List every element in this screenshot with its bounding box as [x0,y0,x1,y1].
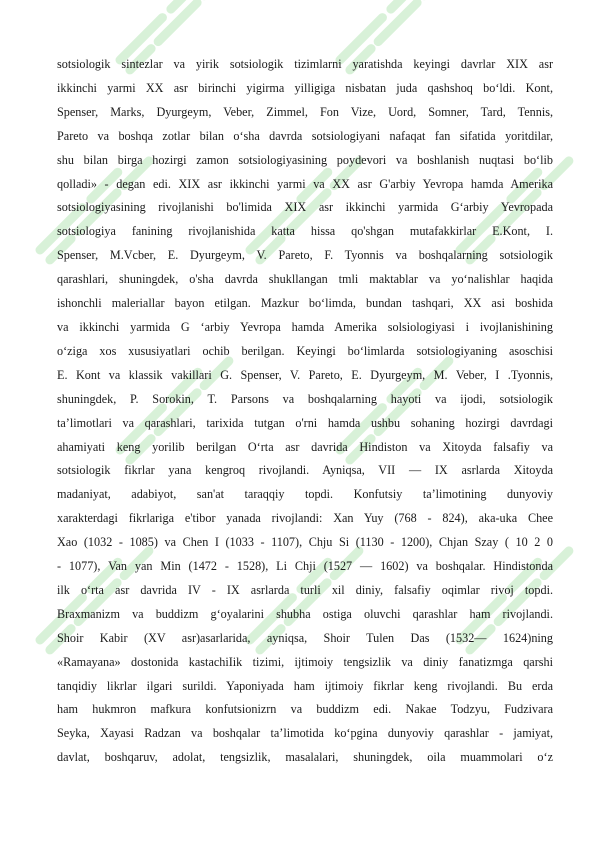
text-line: sotsiologik fikrlar yana kengroq rivojlandi. Ayniqsa, VII — IX asrlarda Xitoyda [57,463,553,478]
text-line: va ikkinchi yarmida G ‘arbiy Yevropa hamda Amerika solsiologiyasi i ivojlanishining [57,319,553,334]
text-line: «Ramayana» dostonida kastachiIik tizimi, ijtimoiy tengsizlik va diniy fanatizmga qarshi [57,654,553,669]
text-line: sotsiologik sintezlar va yirik sotsiologik tizimlarni yaratishda keyingi davrlar XIX asr [57,57,553,71]
text-line: Pareto va boshqa zotlar bilan o‘sha davrda sotsiologiyani nafaqat fan sifatida yoritdilar, [57,128,553,143]
text-line: sotsiologiya fanining rivojlanishida katta hissa qo'shgan mutafakkirlar E.Kont, I. [57,224,553,239]
text-line: o‘ziga xos xususiyatlari ochib berilgan. Keyingi bo‘limlarda sotsiologiyaning asoschisi [57,343,553,358]
text-line: E. Kont va klassik vakillari G. Spenser, V. Pareto, E. Dyurgeym, M. Veber, I .Tyonnis, [57,367,553,382]
text-line: xarakterdagi fikrlariga e'tibor yanada rivojlandi: Xan Yuy (768 - 824), aka-uka Chee [57,511,553,526]
text-line: ta’limotlari va qarashlari, tarixida tutgan o'rni hamda ushbu sohaning hozirgi davrdagi [57,415,553,430]
text-line: ilk o‘rta asr davrida IV - IX asrlarda turli xil diniy, falsafiy oqimlar rivoj topdi. [57,582,553,597]
text-line: ahamiyati keng yorilib berilgan O‘rta asr davrida Hindiston va Xitoyda falsafiy va [57,439,553,454]
text-line: Xao (1032 - 1085) va Chen I (1033 - 1107), Chju Si (1130 - 1200), Chjan Szay ( 10 2 0 [57,535,553,550]
text-line: tanqidiy likrlar ilgari surildi. Yaponiyada ham ijtimoiy fikrlar keng rivojlandi. Bu erda [57,678,553,693]
text-line: ham hukmron mafkura konfutsionizrn va buddizm edi. Nakae Todzyu, Fudzivara [57,702,553,717]
text-line: Spenser, M.Vcber, E. Dyurgeym, V. Pareto, F. Tyonnis va boshqalarning sotsiologik [57,248,553,263]
text-line: qarashlari, shuningdek, o'sha davrda shukllangan tmli maktablar va yo‘nalishlar haqida [57,272,553,287]
text-line: ikkinchi yarmi XX asr birinchi yigirma yilligiga nisbatan juda qashshoq bo‘ldi. Kont, [57,80,553,95]
text-line: qolladi» - degan edi. XIX asr ikkinchi yarmi va XX asr G'arbiy Yevropa hamda Amerika [57,176,553,191]
text-line: Seyka, Xayasi Radzan va boshqalar ta’limotida ko‘pgina dunyoviy qarashlar - jamiyat, [57,726,553,741]
text-line: sotsiologiyasining rivojlanishi bo'limida XIX asr ikkinchi yarmida G‘arbiy Yevropada [57,200,553,215]
text-line: madaniyat, adabiyot, san'at taraqqiy topdi. Konfutsiy ta’limotining dunyoviy [57,487,553,502]
watermark-stroke [391,0,418,9]
watermark-stroke [378,3,417,42]
text-line: davlat, boshqaruv, adolat, tengsizlik, masalalari, shuningdek, oila muammolari o‘z [57,750,553,765]
text-line: shuningdek, P. Sorokin, T. Parsons va boshqalarning hayoti va ijodi, sotsiologik [57,391,553,406]
text-line: ishonchli maleriallar bayon etilgan. Mazkur bo‘limda, bundan tashqari, XX asi boshida [57,296,553,311]
watermark-stroke [171,0,198,9]
text-line: Braxmanizm va buddizm g‘oyalarini shubha ostiga oluvchi qarashlar ham rivojlandi. [57,606,553,621]
text-line: Shoir Kabir (XV asr)asarlarida, ayniqsa, Shoir Tulen Das (1532— 1624)ning [57,630,553,645]
text-line: shu bilan birga hozirgi zamon sotsiologiyasining poydevori va boshlanish nuqtasi bo‘lib [57,152,553,167]
body-text [57,53,553,770]
text-line: Spenser, Marks, Dyurgeym, Veber, Zimmel, Fon Vize, Uord, Somner, Tard, Tennis, [57,104,553,119]
watermark-stroke [158,3,197,42]
text-line: - 1077), Van yan Min (1472 - 1528), Li Chji (1527 — 1602) va boshqalar. Hindistonda [57,559,553,574]
